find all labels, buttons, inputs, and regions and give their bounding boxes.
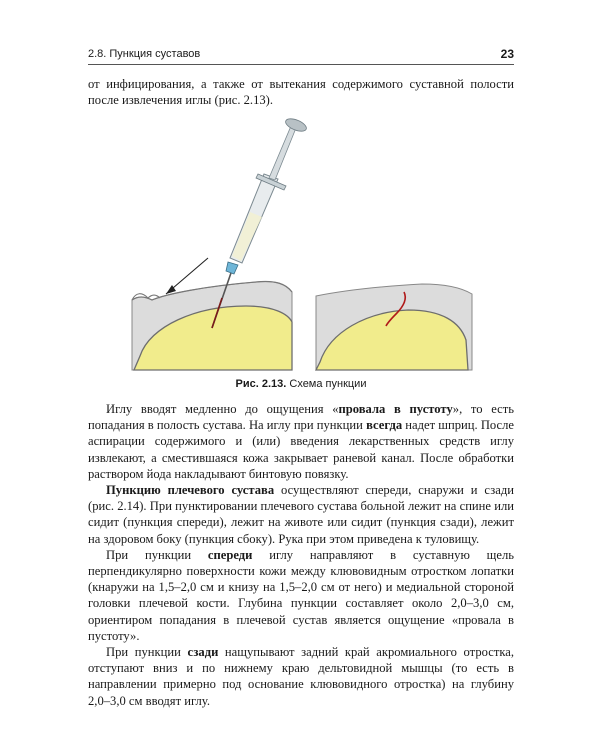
caption-label: Рис. 2.13. — [235, 378, 287, 390]
syringe-plunger-cap — [284, 116, 308, 134]
left-panel — [132, 258, 292, 370]
paragraph-continuation: от инфицирования, а также от вытекания содержимого суставной полости после извлечения иглы (рис. 2.13). — [88, 77, 514, 108]
paragraph-top — [88, 76, 514, 108]
syringe-hub — [226, 262, 238, 274]
page-number: 23 — [500, 47, 514, 61]
syringe-plunger-rod — [269, 126, 296, 180]
figure-caption — [88, 378, 514, 390]
paragraph-4: При пункции сзади нащупывают задний край акромиального отростка, отступают вниз и по нижнему краю дельтовидной мышцы (то есть в направлении примерно под основание клювовидного отростка) на глубину 2,0–3,0 см вводят иглу. — [88, 645, 514, 708]
running-header — [88, 46, 514, 65]
section-title: 2.8. Пункция суставов — [88, 48, 201, 60]
body-text — [88, 401, 514, 709]
caption-text: Схема пункции — [286, 378, 367, 390]
paragraph-3: При пункции спереди иглу направляют в суставную щель перпендикулярно поверхности кожи между клювовидным отростком лопатки (кнаружи на 1,5–2,0 см и книзу на 1,5–2,0 см от него) и медиальной стороной головки плечевой кости. Глубина пункции составляет около 2,0–3,0 см, ориентиром попадания в плечевой сустав является ощущение «провала в пустоту». — [88, 547, 514, 643]
paragraph-2: Пункцию плечевого сустава осуществляют спереди, снаружи и сзади (рис. 2.14). При пунктировании плечевого сустава больной лежит на спине или сидит (пункция спереди), лежит на животе или сидит (пункция сзади), лежит на здоровом боку (пункция сбоку). Рука при этом приведена к туловищу. — [88, 483, 514, 546]
paragraph-1: Иглу вводят медленно до ощущения «провала в пустоту», то есть попадания в полость сустава. На иглу при пункции всегда надет шприц. После аспирации содержимого и (или) введения лекарственных средств иглу извлекают, а сместившаяся кожа закрывает раневой канал. После обработки раствором йода накладывают бинтовую повязку. — [88, 402, 515, 481]
puncture-diagram — [126, 108, 478, 376]
right-panel — [316, 284, 472, 370]
syringe-contents — [232, 212, 262, 261]
